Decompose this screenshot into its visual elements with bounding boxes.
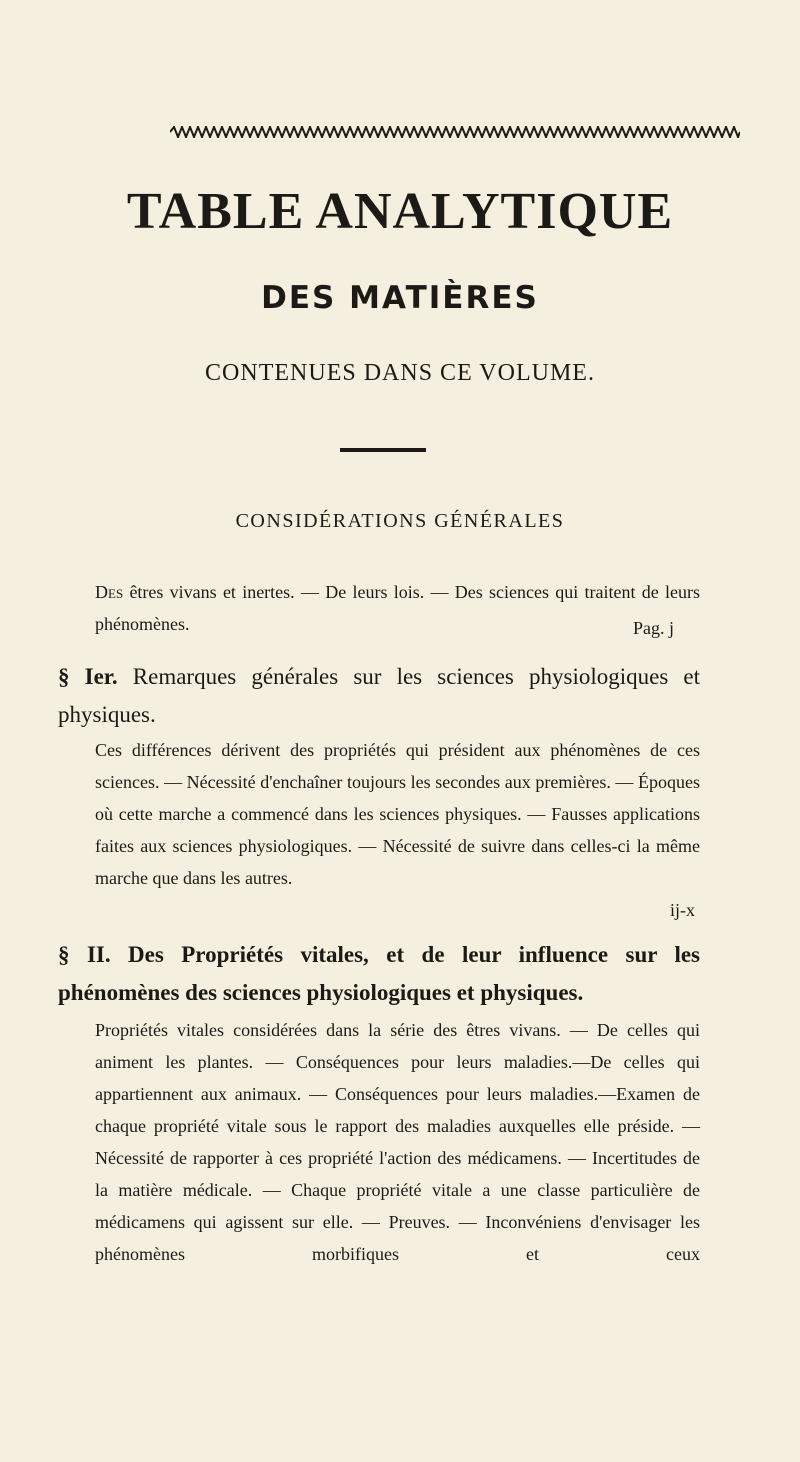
section-2-mark: § II. — [58, 942, 111, 967]
intro-entry — [95, 576, 700, 640]
section-heading: CONSIDÉRATIONS GÉNÉRALES — [235, 510, 565, 532]
section-1-title: Remarques générales sur les sciences physiologiques et physiques. — [58, 664, 701, 727]
section-1-mark: § Ier. — [58, 664, 118, 689]
section-1-body: Ces différences dérivent des propriétés qui président aux phénomènes de ces sciences. — Nécessité d'enchaîner toujours les secondes aux premières. — Époques où cette marche a commencé dans les sciences physiques. — Fausses applications faites aux sciences physiologiques. — Nécessité de suivre dans celles-ci la même marche que dans les autres. — [95, 740, 700, 888]
page-subtitle: DES MATIÈRES — [261, 280, 539, 316]
section-2-body: Propriétés vitales considérées dans la série des êtres vivans. — De celles qui animent les plantes. — Conséquences pour leurs maladies.—De celles qui appartiennent aux animaux. — Conséquences pour leurs maladies.—Examen de chaque propriété vitale sous le rapport des maladies auxquelles elle préside. — Nécessité de rapporter à ces propriété l'action des médicamens. — Incertitudes de la matière médicale. — Chaque propriété vitale a une classe particulière de médicamens qui agissent sur elle. — Preuves. — Inconvéniens d'envisager les phénomènes morbifiques et ceux — [95, 1020, 700, 1264]
volume-caption: CONTENUES DANS CE VOLUME. — [205, 360, 595, 386]
section-2-heading — [58, 936, 700, 1012]
divider-rule — [340, 448, 426, 452]
section-1-heading — [58, 658, 700, 734]
ornament-border — [170, 126, 740, 138]
page-title: TABLE ANALYTIQUE — [126, 183, 674, 240]
intro-page-ref: Pag. j — [633, 618, 675, 638]
section-1-page-ref: ij-x — [670, 900, 695, 920]
intro-text: êtres vivans et inertes. — De leurs lois. — Des sciences qui traitent de leurs phénomènes. — [95, 582, 700, 634]
section-2-title: Des Propriétés vitales, et de leur influence sur les phénomènes des sciences physiologiques et physiques. — [58, 942, 701, 1005]
intro-lead: Des — [95, 582, 124, 602]
